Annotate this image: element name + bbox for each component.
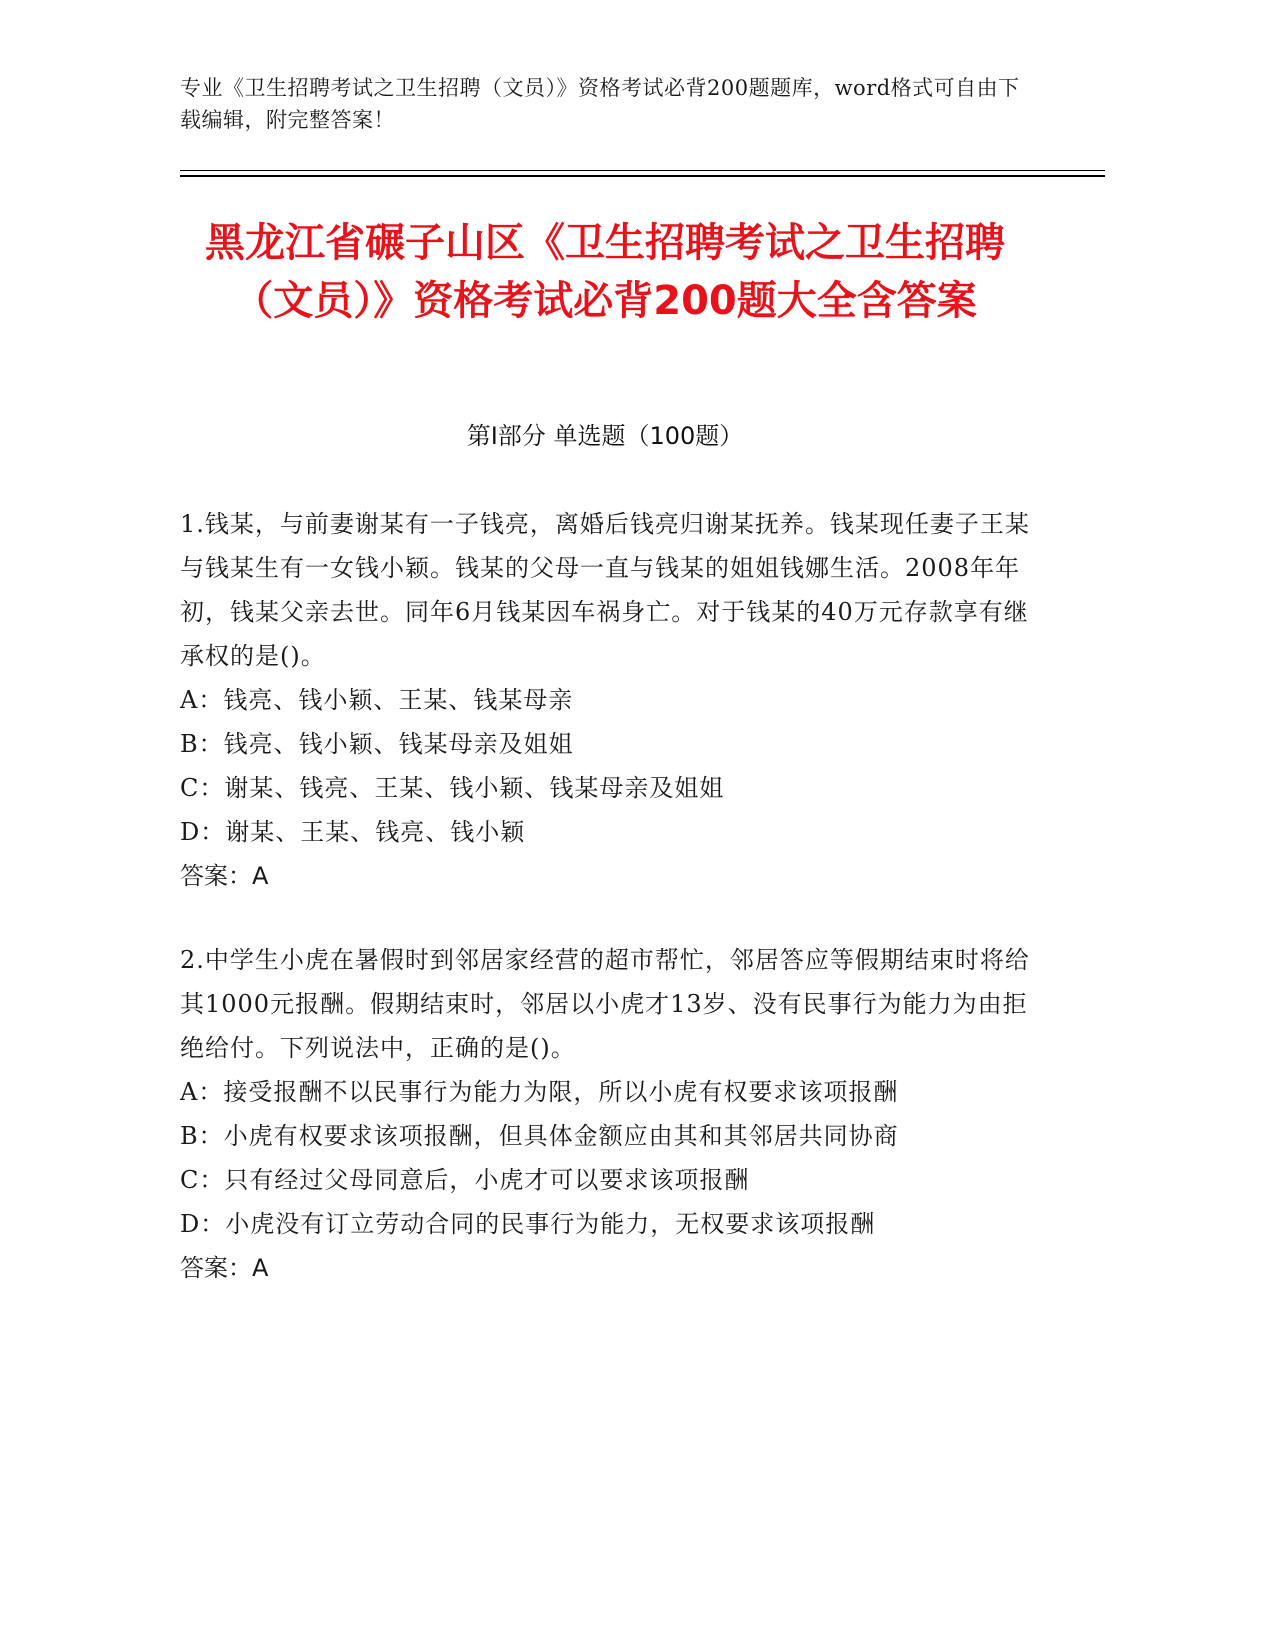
option-a: A：钱亮、钱小颖、王某、钱某母亲 [180, 686, 574, 714]
option-d: D：小虎没有订立劳动合同的民事行为能力，无权要求该项报酬 [180, 1210, 876, 1238]
option-c: C：只有经过父母同意后，小虎才可以要求该项报酬 [180, 1166, 750, 1194]
question-1 [180, 502, 1030, 898]
question-stem: 1.钱某，与前妻谢某有一子钱亮，离婚后钱亮归谢某抚养。钱某现任妻子王某与钱某生有一女钱小颖。钱某的父母一直与钱某的姐姐钱娜生活。2008年年初，钱某父亲去世。同年6月钱某因车祸身亡。对于钱某的40万元存款享有继承权的是()。 [180, 510, 1030, 670]
option-d: D：谢某、王某、钱亮、钱小颖 [180, 818, 526, 846]
answer: 答案：A [180, 1254, 269, 1282]
option-b: B：小虎有权要求该项报酬，但具体金额应由其和其邻居共同协商 [180, 1122, 899, 1150]
option-b: B：钱亮、钱小颖、钱某母亲及姐姐 [180, 730, 574, 758]
section-title: 第Ⅰ部分 单选题（100题） [466, 422, 744, 450]
header-divider-thin [180, 170, 1105, 171]
question-stem: 2.中学生小虎在暑假时到邻居家经营的超市帮忙，邻居答应等假期结束时将给其1000元报酬。假期结束时，邻居以小虎才13岁、没有民事行为能力为由拒绝给付。下列说法中，正确的是()。 [180, 946, 1030, 1062]
option-c: C：谢某、钱亮、王某、钱小颖、钱某母亲及姐姐 [180, 774, 725, 802]
option-a: A：接受报酬不以民事行为能力为限，所以小虎有权要求该项报酬 [180, 1078, 899, 1106]
header-divider-thick [180, 175, 1105, 177]
header-note: 专业《卫生招聘考试之卫生招聘（文员）》资格考试必背200题题库，word格式可自由下载编辑，附完整答案！ [180, 76, 1020, 132]
answer: 答案：A [180, 862, 269, 890]
question-2 [180, 938, 1030, 1290]
document-title: 黑龙江省碾子山区《卫生招聘考试之卫生招聘（文员）》资格考试必背200题大全含答案 [205, 220, 1005, 324]
